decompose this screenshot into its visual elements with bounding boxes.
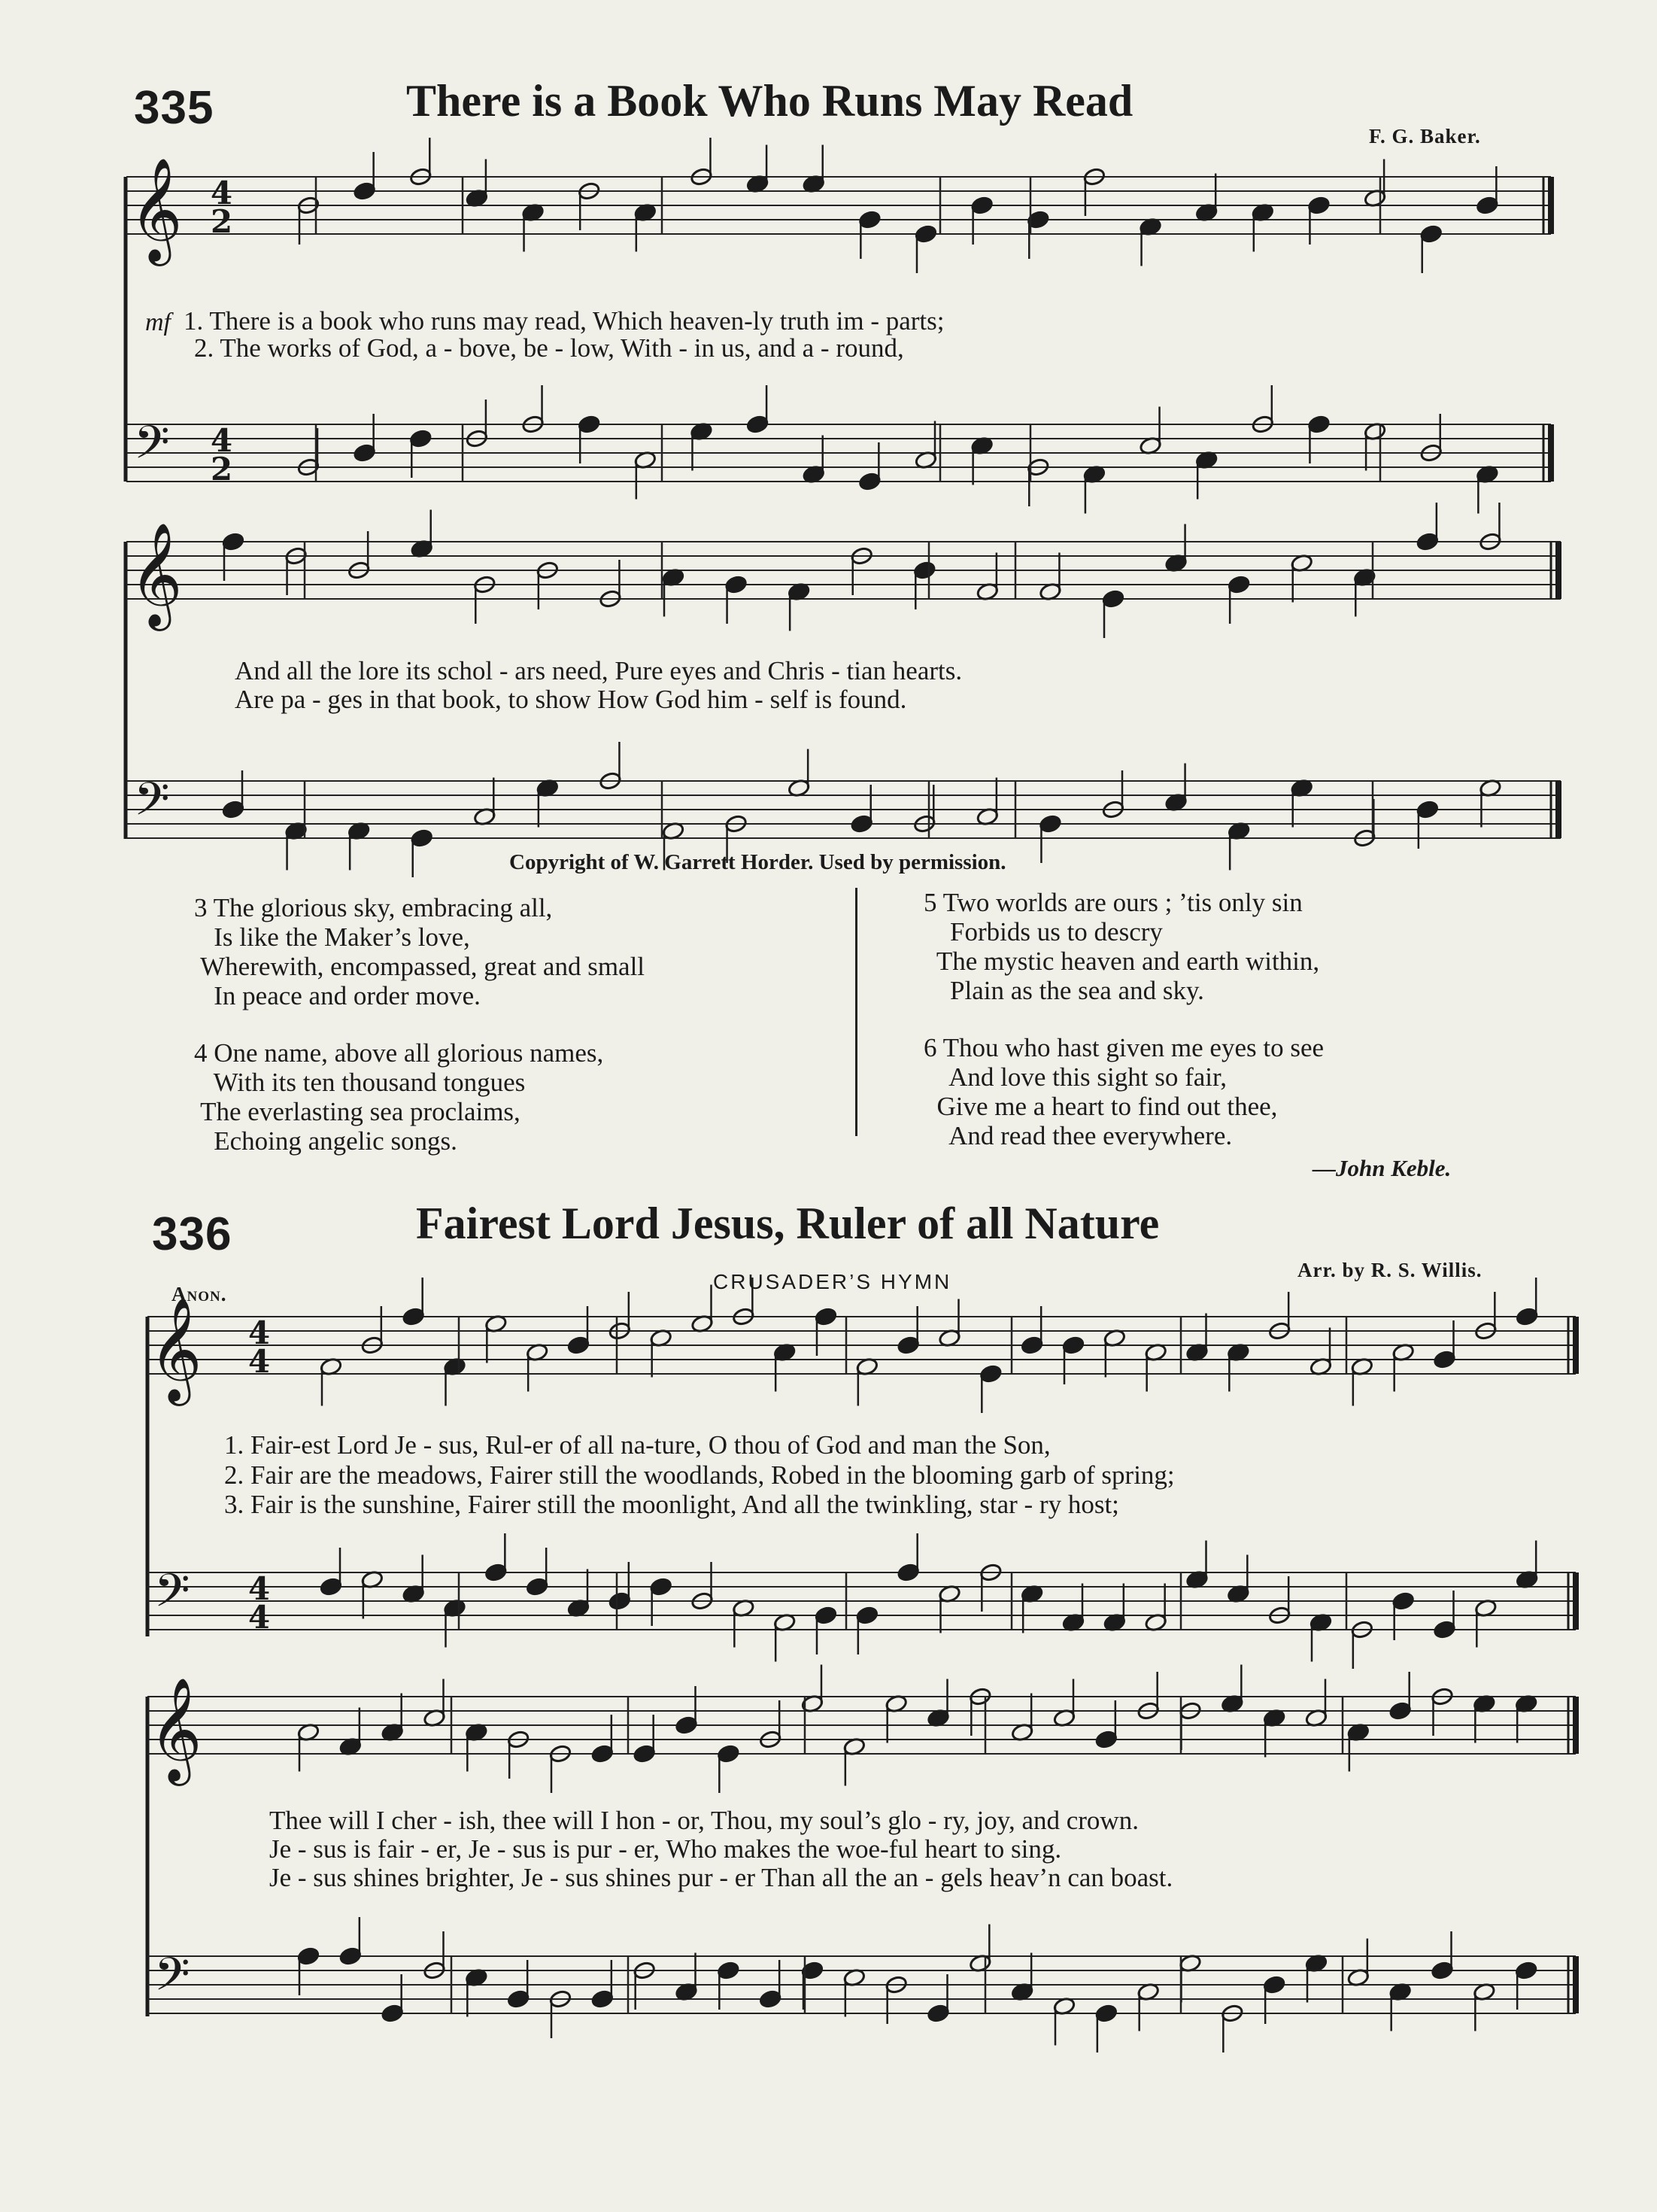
bass-clef: 𝄢 [134, 773, 170, 837]
time-signature: 4 [248, 1599, 271, 1636]
bass-note [858, 472, 882, 491]
bass-note [1416, 800, 1440, 819]
bass-note [856, 1606, 879, 1625]
bass-note [850, 814, 873, 834]
arranger-credit: Arr. by R. S. Willis. [1297, 1259, 1482, 1281]
time-signature: 4 [248, 1570, 271, 1607]
treble-note [402, 1307, 425, 1326]
treble-note [1416, 532, 1440, 551]
treble-note [1062, 1335, 1085, 1355]
bass-note [897, 1563, 920, 1582]
bass-note [815, 1606, 838, 1625]
bass-note [927, 2004, 950, 2023]
bass-note [222, 800, 245, 819]
time-signature: 2 [211, 203, 233, 240]
bass-note [381, 2004, 404, 2023]
bass-note [717, 1961, 740, 1980]
treble-note [1095, 1730, 1118, 1749]
treble-note [353, 181, 376, 201]
bass-note [339, 1946, 363, 1966]
verse-3 [194, 893, 645, 1010]
verse-lines: 6 Thou who hast given me eyes to see And love this sight so fair, Give me a heart to find out thee, And read thee everywhere. [924, 1033, 1325, 1150]
verse-lines: 4 One name, above all glorious names, With its ten thousand tongues The everlasting sea proclaims, Echoing angelic songs. [194, 1038, 604, 1156]
treble-note [222, 532, 245, 551]
composer-credit: F. G. Baker. [1369, 125, 1481, 147]
treble-note [717, 1744, 740, 1764]
bass-note [1263, 1975, 1286, 1995]
lyric-line-336-verse2-cont: Je - sus is fair - er, Je - sus is pur - er, Who makes the woe-ful heart to sing. [269, 1834, 1062, 1864]
treble-note [724, 575, 748, 594]
bass-note [746, 415, 769, 434]
bass-note [410, 828, 433, 848]
lyric-line-336-verse3-cont: Je - sus shines brighter, Je - sus shines pur - er Than all the an - gels heav’n can boast. [269, 1863, 1173, 1892]
verse-5 [924, 888, 1319, 1005]
bass-note [759, 1989, 782, 2009]
bass-note [484, 1563, 508, 1582]
lyric-line-336-verse1: 1. Fair-est Lord Je - sus, Rul-er of all na-ture, O thou of God and man the Son, [224, 1430, 1051, 1460]
verse-6 [924, 1033, 1324, 1150]
treble-note [633, 1744, 656, 1764]
treble-clef: 𝄞 [129, 157, 183, 262]
bass-clef: 𝄢 [154, 1564, 190, 1629]
bass-note [578, 415, 601, 434]
bass-clef: 𝄢 [134, 416, 170, 481]
words-credit: Anon. [171, 1283, 227, 1305]
treble-note [1419, 224, 1443, 244]
treble-note [591, 1744, 615, 1764]
hymn-number: 336 [152, 1208, 232, 1260]
treble-note [970, 196, 994, 215]
treble-note [915, 224, 938, 244]
lyric-line-335-verse2-cont: Are pa - ges in that book, to show How God him - self is found. [235, 685, 907, 714]
bass-note [409, 429, 432, 448]
treble-note [675, 1715, 698, 1735]
bass-note [526, 1577, 549, 1597]
treble-note [1388, 1701, 1412, 1721]
hymn-number: 335 [134, 82, 214, 134]
treble-note [567, 1335, 590, 1355]
treble-note [1102, 589, 1125, 609]
bass-note [1431, 1961, 1454, 1980]
bass-note [591, 1989, 615, 2009]
treble-note [897, 1335, 920, 1355]
bass-note [1039, 814, 1062, 834]
treble-note [1307, 196, 1331, 215]
verse-lines: 3 The glorious sky, embracing all, Is like the Maker’s love, Wherewith, encompassed, great and small In peace and order move. [194, 893, 645, 1010]
bass-note [1515, 1961, 1538, 1980]
treble-note [979, 1364, 1003, 1384]
treble-note [913, 561, 936, 580]
bass-note [608, 1591, 632, 1611]
time-signature: 2 [211, 451, 233, 488]
lyric-line-336-verse1-cont: Thee will I cher - ish, thee will I hon - or, Thou, my soul’s glo - ry, joy, and crown. [269, 1806, 1139, 1835]
treble-clef: 𝄞 [129, 522, 183, 627]
tune-name: CRUSADER’S HYMN [713, 1270, 952, 1293]
treble-note [858, 210, 882, 229]
bass-note [1433, 1620, 1456, 1639]
bass-clef: 𝄢 [154, 1948, 190, 2013]
bass-note [507, 1989, 530, 2009]
treble-note [1433, 1350, 1456, 1369]
verse-lines: 5 Two worlds are ours ; ’tis only sin Forbids us to descry The mystic heaven and earth within, Plain as the sea and sky. [924, 888, 1320, 1005]
verse-4 [194, 1038, 603, 1156]
treble-note [1021, 1335, 1044, 1355]
treble-note [1228, 575, 1251, 594]
hymn-author: —John Keble. [1313, 1155, 1452, 1181]
bass-note [353, 443, 376, 463]
bass-note [320, 1577, 343, 1597]
bass-note [1095, 2004, 1118, 2023]
lyric-line-335-verse2: 2. The works of God, a - bove, be - low, With - in us, and a - round, [194, 333, 904, 363]
lyric-line-335-verse1-cont: And all the lore its schol - ars need, Pure eyes and Chris - tian hearts. [235, 656, 963, 685]
treble-note [815, 1307, 838, 1326]
treble-clef: 𝄞 [149, 1297, 202, 1402]
time-signature: 4 [211, 175, 233, 211]
bass-note [649, 1577, 672, 1597]
hymn-title: Fairest Lord Jesus, Ruler of all Nature [416, 1199, 1160, 1248]
bass-note [1307, 415, 1331, 434]
lyric-line-336-verse2: 2. Fair are the meadows, Fairer still the woodlands, Robed in the blooming garb of spring; [224, 1460, 1175, 1490]
treble-clef: 𝄞 [149, 1677, 202, 1782]
lyric-line-336-verse3: 3. Fair is the sunshine, Fairer still the moonlight, And all the twinkling, star - ry host; [224, 1490, 1119, 1519]
treble-note [1476, 196, 1499, 215]
hymn-title: There is a Book Who Runs May Read [406, 76, 1133, 126]
dynamic-marking: mf [145, 308, 171, 336]
treble-note [1516, 1307, 1539, 1326]
time-signature: 4 [248, 1314, 271, 1351]
copyright-notice: Copyright of W. Garrett Horder. Used by permission. [509, 850, 1006, 874]
time-signature: 4 [211, 422, 233, 459]
time-signature: 4 [248, 1343, 271, 1380]
verse-column-divider [855, 888, 857, 1136]
lyric-line-335-verse1: 1. There is a book who runs may read, Which heaven-ly truth im - parts; [184, 306, 945, 336]
bass-note [1391, 1591, 1415, 1611]
bass-note [297, 1946, 320, 1966]
